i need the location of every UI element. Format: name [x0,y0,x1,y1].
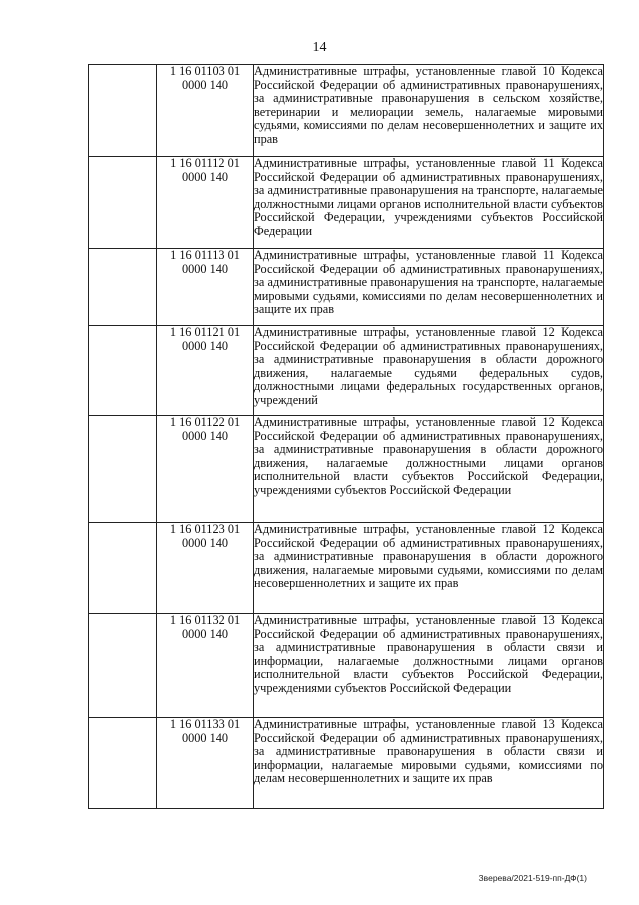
code-cell [157,157,254,249]
empty-cell [89,65,157,157]
empty-cell [89,614,157,718]
table-row [89,614,604,718]
code-line: 0000 140 [181,428,229,443]
description-cell [254,326,604,416]
description-cell [254,718,604,809]
empty-cell [89,326,157,416]
description-cell [254,65,604,157]
description-text: Административные штрафы, установленные главой 11 Кодекса Российской Федерации об административных правонарушениях, за административные правонарушения на транспорте, налагаемые должностными лицами органов исполнительной власти субъектов Российской Федерации, учреждениями субъектов Российской Федерации [254,156,603,238]
code-line: 1 16 01133 01 [169,717,241,731]
description-cell [254,416,604,523]
description-text: Административные штрафы, установленные главой 12 Кодекса Российской Федерации об административных правонарушениях, за административные правонарушения в области дорожного движения, налагаемые мировыми судьями, комиссиями по делам несовершеннолетних и защите их прав [254,522,603,591]
description-text: Административные штрафы, установленные главой 10 Кодекса Российской Федерации об административных правонарушениях, за административные правонарушения в сельском хозяйстве, ветеринарии и мелиорации земель, налагаемые мировыми судьями, комиссиями по делам несовершеннолетних и защите их прав [254,64,603,146]
page-number: 14 [312,40,327,55]
code-line: 1 16 01103 01 [169,64,241,78]
table-row [89,249,604,326]
description-cell [254,157,604,249]
code-line: 0000 140 [181,169,229,184]
code-cell [157,718,254,809]
description-text: Административные штрафы, установленные главой 12 Кодекса Российской Федерации об административных правонарушениях, за административные правонарушения в области дорожного движения, налагаемые должностными лицами органов исполнительной власти субъектов Российской Федерации, учреждениями субъектов Российской Федерации [254,415,603,497]
code-line: 0000 140 [181,261,229,276]
empty-cell [89,523,157,614]
code-line: 0000 140 [181,730,229,745]
code-cell [157,65,254,157]
code-cell [157,416,254,523]
table-row [89,65,604,157]
empty-cell [89,416,157,523]
table-row [89,416,604,523]
code-cell [157,523,254,614]
code-line: 1 16 01113 01 [170,248,240,262]
code-cell [157,614,254,718]
description-cell [254,249,604,326]
table-row [89,523,604,614]
description-text: Административные штрафы, установленные главой 13 Кодекса Российской Федерации об административных правонарушениях, за административные правонарушения в области связи и информации, налагаемые мировыми судьями, комиссиями по делам несовершеннолетних и защите их прав [254,717,603,786]
empty-cell [89,249,157,326]
code-cell [157,249,254,326]
code-line: 1 16 01112 01 [170,156,240,170]
document-footer: Зверева/2021-519-пп-ДФ(1) [478,873,587,883]
code-line: 1 16 01122 01 [169,415,241,429]
description-text: Административные штрафы, установленные главой 11 Кодекса Российской Федерации об административных правонарушениях, за административные правонарушения на транспорте, налагаемые мировыми судьями, комиссиями по делам несовершеннолетних и защите их прав [254,248,603,317]
empty-cell [89,157,157,249]
code-line: 0000 140 [181,77,229,92]
table-row [89,718,604,809]
table-row [89,326,604,416]
revenue-codes-table [88,64,604,809]
code-line: 0000 140 [181,626,229,641]
description-text: Административные штрафы, установленные главой 13 Кодекса Российской Федерации об административных правонарушениях, за административные правонарушения в области связи и информации, налагаемые должностными лицами органов исполнительной власти субъектов Российской Федерации, учреждениями субъектов Российской Федерации [254,613,603,695]
empty-cell [89,718,157,809]
code-line: 1 16 01123 01 [169,522,241,536]
description-cell [254,523,604,614]
description-cell [254,614,604,718]
code-line: 0000 140 [181,338,229,353]
code-cell [157,326,254,416]
description-text: Административные штрафы, установленные главой 12 Кодекса Российской Федерации об административных правонарушениях, за административные правонарушения в области дорожного движения, налагаемые судьями федеральных судов, должностными лицами федеральных государственных органов, учреждений [254,325,603,407]
code-line: 1 16 01121 01 [169,325,241,339]
table-row [89,157,604,249]
code-line: 0000 140 [181,535,229,550]
code-line: 1 16 01132 01 [169,613,241,627]
